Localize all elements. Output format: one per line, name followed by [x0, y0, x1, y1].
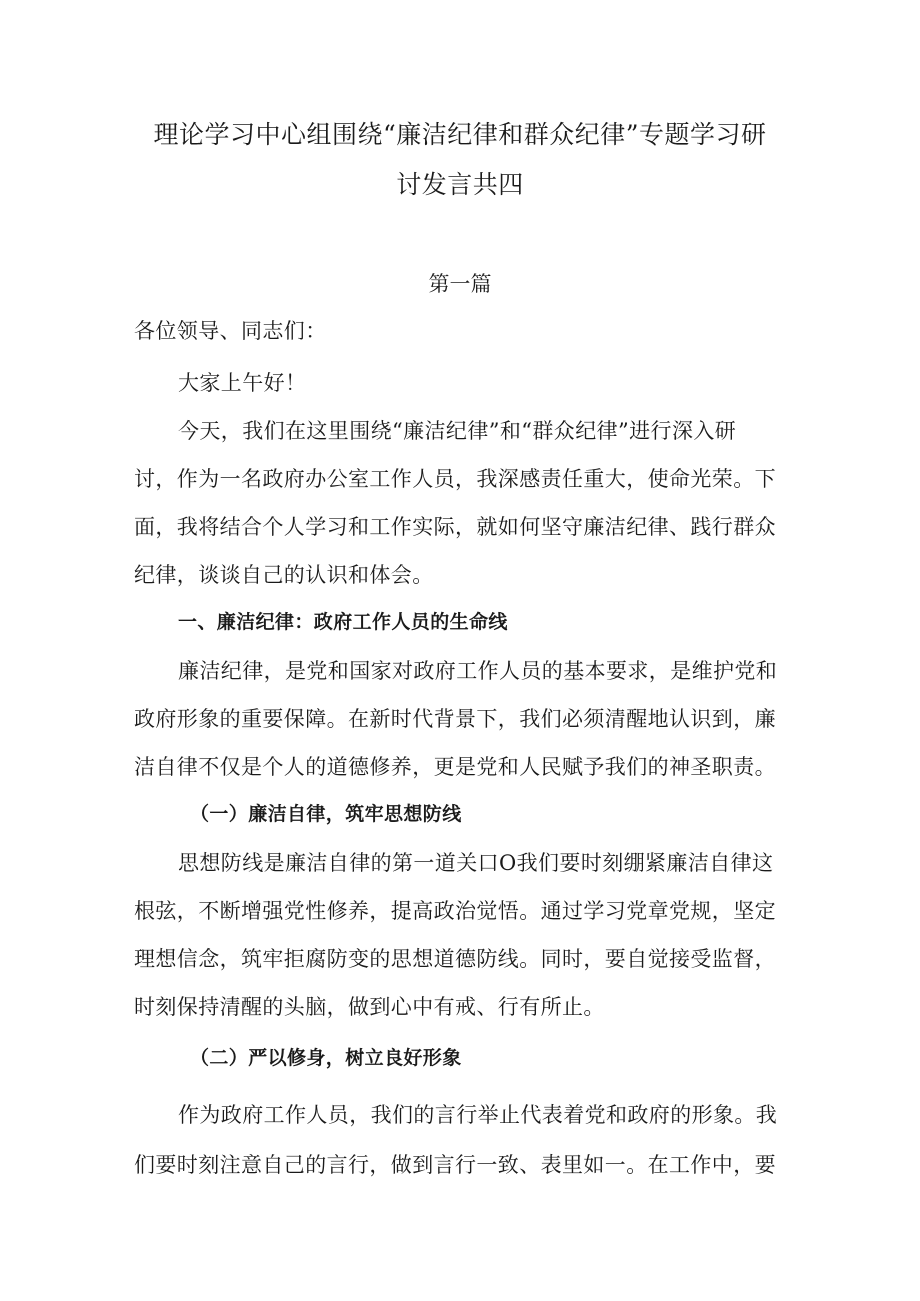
- subsection-heading: （一）廉洁自律，筑牢思想防线: [190, 803, 462, 825]
- section-body-line: 政府形象的重要保障。在新时代背景下，我们必须清醒地认识到，廉: [134, 707, 776, 731]
- section-body-line: 廉洁纪律，是党和国家对政府工作人员的基本要求，是维护党和: [178, 659, 778, 683]
- subsection-body-line: 理想信念，筑牢拒腐防变的思想道德防线。同时，要自觉接受监督，: [134, 947, 776, 971]
- intro-line: 讨，作为一名政府办公室工作人员，我深感责任重大，使命光荣。下: [134, 467, 776, 491]
- subsection-body-line: 根弦，不断增强党性修养，提高政治觉悟。通过学习党章党规，坚定: [134, 899, 776, 923]
- title-line-2: 讨发言共四: [396, 170, 524, 199]
- subsection-body-line: 们要时刻注意自己的言行，做到言行一致、表里如一。在工作中，要: [134, 1153, 776, 1177]
- hello-line: 大家上午好！: [178, 371, 307, 395]
- subsection-heading: （二）严以修身，树立良好形象: [190, 1047, 462, 1069]
- chapter-heading: 第一篇: [428, 272, 492, 296]
- intro-line: 面，我将结合个人学习和工作实际，就如何坚守廉洁纪律、践行群众: [134, 515, 776, 539]
- intro-line: 今天，我们在这里围绕“廉洁纪律”和“群众纪律”进行深入研: [178, 419, 737, 443]
- subsection-body-line: 时刻保持清醒的头脑，做到心中有戒、行有所止。: [134, 995, 605, 1019]
- document-title: [135, 110, 785, 210]
- greeting: 各位领导、同志们：: [134, 319, 327, 343]
- intro-line: 纪律，谈谈自己的认识和体会。: [134, 563, 434, 587]
- section-heading: 一、廉洁纪律：政府工作人员的生命线: [178, 611, 508, 633]
- title-line-1: 理论学习中心组围绕“廉洁纪律和群众纪律”专题学习研: [153, 120, 767, 149]
- subsection-body-line: 作为政府工作人员，我们的言行举止代表着党和政府的形象。我: [178, 1103, 778, 1127]
- section-body-line: 洁自律不仅是个人的道德修养，更是党和人民赋予我们的神圣职责。: [134, 755, 776, 779]
- subsection-body-line: 思想防线是廉洁自律的第一道关口O我们要时刻绷紧廉洁自律这: [178, 851, 774, 875]
